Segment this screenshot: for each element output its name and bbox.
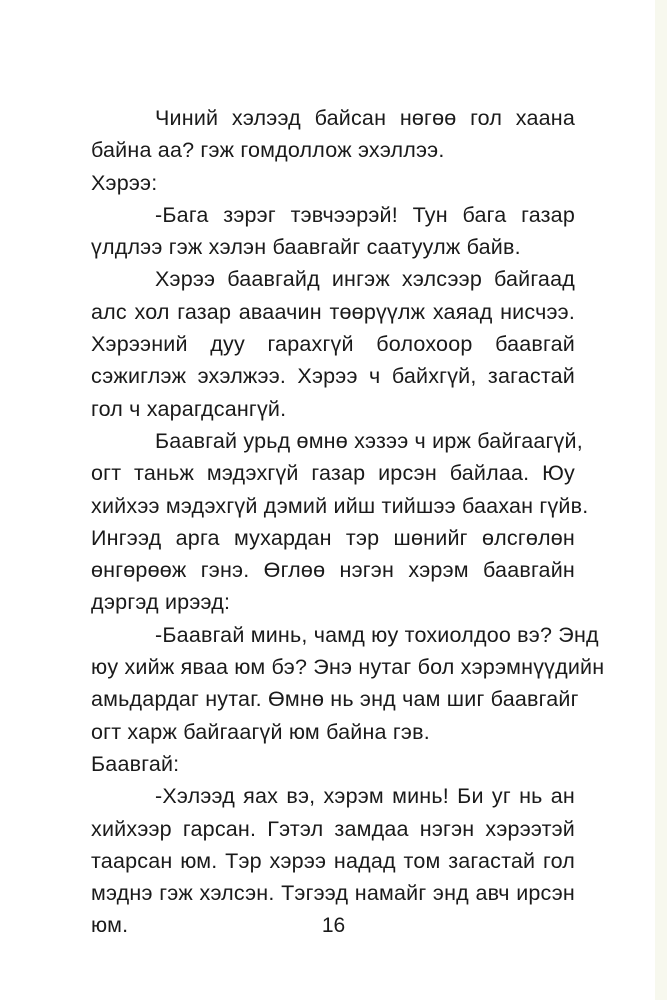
text-line: Хэрээний дуу гарахгүй болохоор баавгай: [91, 332, 575, 357]
text-line: хийхээр гарсан. Гэтэл замдаа нэгэн хэрээтэй: [91, 816, 575, 841]
page-edge: [655, 0, 667, 1000]
text-line: юм.: [91, 913, 129, 938]
text-line: юу хийж яваа юм бэ? Энэ нутаг бол хэрэмнүүдийн: [91, 655, 605, 680]
text-line: огт таньж мэдэхгүй газар ирсэн байлаа. Юу: [91, 461, 575, 486]
text-line: -Хэлээд яах вэ, хэрэм минь! Би уг нь ан: [155, 784, 575, 809]
text-line: гол ч харагдсангүй.: [91, 396, 287, 421]
text-line: огт харж байгаагүй юм байна гэв.: [91, 719, 430, 744]
text-line: амьдардаг нутаг. Өмнө нь энд чам шиг баавгайг: [91, 687, 579, 712]
text-line: мэднэ гэж хэлсэн. Тэгээд намайг энд авч ирсэн: [91, 881, 575, 906]
text-line: Баавгай урьд өмнө хэзээ ч ирж байгаагүй,: [155, 428, 583, 453]
text-line: үлдлээ гэж хэлэн баавгайг саатуулж байв.: [91, 235, 521, 260]
story-text: [91, 102, 605, 942]
text-line: алс хол газар аваачин төөрүүлж хаяад нисчээ.: [91, 299, 575, 324]
text-line: -Бага зэрэг тэвчээрэй! Тун бага газар: [155, 202, 575, 227]
page-number: 16: [321, 914, 346, 937]
text-line: дэргэд ирээд:: [91, 590, 231, 615]
text-line: -Баавгай минь, чамд юу тохиолдоо вэ? Энд: [155, 622, 599, 647]
text-line: Хэрээ баавгайд ингэж хэлсээр байгаад: [155, 267, 575, 292]
text-line: сэжиглэж эхэлжээ. Хэрээ ч байхгүй, загастай: [91, 364, 575, 389]
text-line: байна аа? гэж гомдоллож эхэллээ.: [91, 138, 445, 163]
speaker-label: Хэрээ:: [91, 170, 158, 195]
text-line: хийхээ мэдэхгүй дэмий ийш тийшээ баахан гүйв.: [91, 493, 589, 518]
text-line: өнгөрөөж гэнэ. Өглөө нэгэн хэрэм баавгайн: [91, 558, 575, 583]
text-line: Ингээд арга мухардан тэр шөнийг өлсгөлөн: [91, 525, 575, 550]
text-line: Чиний хэлээд байсан нөгөө гол хаана: [155, 106, 575, 130]
speaker-label: Баавгай:: [91, 751, 180, 776]
text-line: таарсан юм. Тэр хэрээ надад том загастай гол: [91, 848, 575, 873]
